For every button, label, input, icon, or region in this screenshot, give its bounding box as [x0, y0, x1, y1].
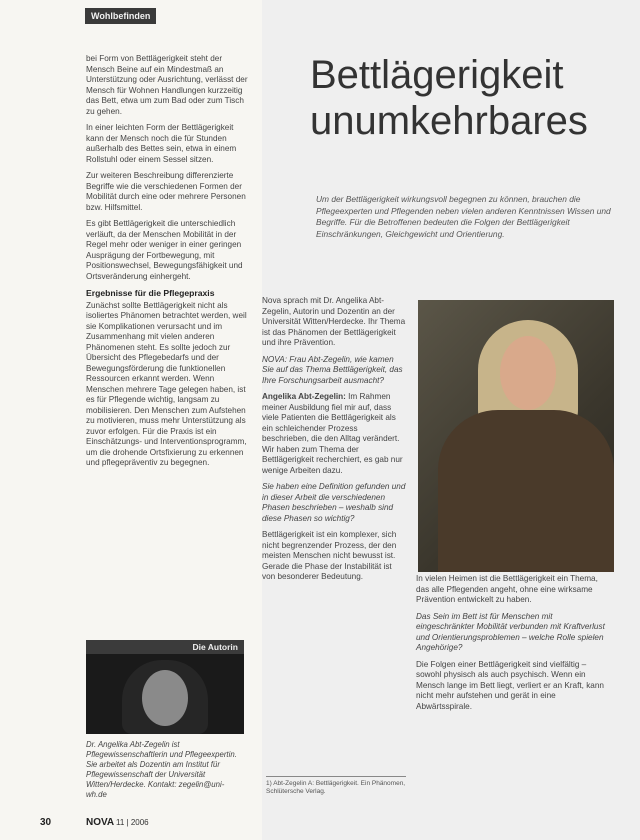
- section-heading: Ergebnisse für die Pflegepraxis: [86, 288, 215, 298]
- article-column-right: [416, 574, 612, 718]
- paragraph: In einer leichten Form der Bettlägerigkeit kann der Mensch noch die für Stunden außerhalb des Bettes sein, etwa in einem Rollstuhl oder einem Sessel sitzen.: [86, 123, 237, 164]
- brand-name: NOVA: [86, 817, 115, 828]
- answer: Die Folgen einer Bettlägerigkeit sind vielfältig – sowohl physisch als auch psychisch. Wenn ein Mensch lange im Bett liegt, verliert er an Kraft, kann nicht mehr aufstehen und gerät in eine Abwärtsspirale.: [416, 659, 604, 711]
- answer: Im Rahmen meiner Ausbildung fiel mir auf, dass viele Patienten die Bettlägerigkeit als ein schleichender Prozess beschrieben, die den Alltag verändert. Wir haben zum Thema der Bettlägerigkeit recherchiert, es gab nur wenige Arbeiten dazu.: [262, 392, 403, 475]
- paragraph: Es gibt Bettlägerigkeit die unterschiedlich verläuft, da der Menschen Mobilität in der Regel mehr oder weniger in einer geringen Ausprägung der Fortbewegung, mit Positionswechsel, Bewegungsfähigkeit und Ortsveränderung einhergeht.: [86, 219, 243, 281]
- paragraph: Zunächst sollte Bettlägerigkeit nicht als isoliertes Phänomen betrachtet werden, weil sie Komplikationen verursacht und im Zusammenhang mit vielen anderen Phänomenen steht. Es sollte jedoch zur Übersicht des Pflegebedarfs und der Bewegungsförderung die funktionellen Ressourcen erkannt werden. Wenn Menschen mehrere Tage gelegen haben, ist es für Pflegende wichtig, langsam zu mobilisieren. Den Menschen zum Aufstehen zu motivieren, muss mehr Unterstützung als zuvor erfolgen. Für die Praxis ist ein Einschätzungs- und Interventionsprogramm, um die drohende Ortsfixierung zu erkennen und pflegepräventiv zu begegnen.: [86, 300, 247, 467]
- author-box: [86, 640, 244, 800]
- photo-caption: In vielen Heimen ist die Bettlägerigkeit ein Thema, das alle Pflegenden angeht, ohne eine wirksame Prävention entwickelt zu haben.: [416, 574, 598, 604]
- speaker-name: Angelika Abt-Zegelin:: [262, 392, 346, 401]
- title-line: unumkehrbares: [310, 99, 588, 143]
- article-column-left: [86, 54, 248, 475]
- issue-number: 11 | 2006: [116, 818, 149, 827]
- section-tag: Wohlbefinden: [85, 8, 156, 24]
- title-line: Bettlägerigkeit: [310, 53, 564, 97]
- footnote: 1) Abt-Zegelin A: Bettlägerigkeit. Ein Phänomen, Schlütersche Verlag.: [266, 776, 406, 796]
- author-caption: Dr. Angelika Abt-Zegelin ist Pflegewissenschaftlerin und Pflegeexpertin. Sie arbeitet als Dozentin am Institut für Pflegewissenschaft der Universität Witten/Herdecke. Kontakt: zegelin@uni-wh.de: [86, 740, 237, 799]
- article-title: [310, 52, 640, 144]
- author-photo: [86, 654, 244, 734]
- paragraph: Nova sprach mit Dr. Angelika Abt-Zegelin, Autorin und Dozentin an der Universität Witten/Herdecke. Ihr Thema ist das Phänomen der Bettlägerigkeit und ihre Prävention.: [262, 296, 406, 347]
- lead-text: Um der Bettlägerigkeit wirkungsvoll begegnen zu können, brauchen die Pflegeexperten und Pflegenden neben vielen anderen Kenntnissen Wissen und Begriffe. Für die Betroffenen bedeuten die Folgen der Bettlägerigkeit Einschränkungen, Gleichgewicht und Orientierung.: [316, 194, 611, 239]
- question: Sie haben eine Definition gefunden und in dieser Arbeit die verschiedenen Phasen beschrieben – weshalb sind diese Phasen so wichtig?: [262, 482, 406, 523]
- article-column-middle: [262, 296, 406, 589]
- author-header: Die Autorin: [86, 640, 244, 654]
- paragraph: bei Form von Bettlägerigkeit steht der Mensch Beine auf ein Mindestmaß an Unterstützung oder Ausrichtung, verlässt der Mensch für Wohnen Handlungen kurzzeitig das Bett, etwa um zum Bad oder zum Tisch zu gehen.: [86, 54, 248, 116]
- question: NOVA: Frau Abt-Zegelin, wie kamen Sie auf das Thema Bettlägerigkeit, das Ihre Forschungsarbeit ausmacht?: [262, 354, 403, 385]
- page-number: 30: [40, 817, 52, 828]
- question: Das Sein im Bett ist für Menschen mit eingeschränkter Mobilität verbunden mit Kraftverlust und Orientierungsproblemen – welche Rolle spielen Angehörige?: [416, 611, 605, 652]
- portrait-photo: [418, 300, 614, 572]
- paragraph: Zur weiteren Beschreibung differenzierte Begriffe wie die verschiedenen Formen der Mobilität durch eine oder mehrere Personen bzw. Hilfsmittel.: [86, 171, 246, 212]
- answer: Bettlägerigkeit ist ein komplexer, sich nicht begrenzender Prozess, der den meisten Menschen nicht bewusst ist. Gerade die Phase der Instabilität ist von besonderer Bedeutung.: [262, 530, 397, 581]
